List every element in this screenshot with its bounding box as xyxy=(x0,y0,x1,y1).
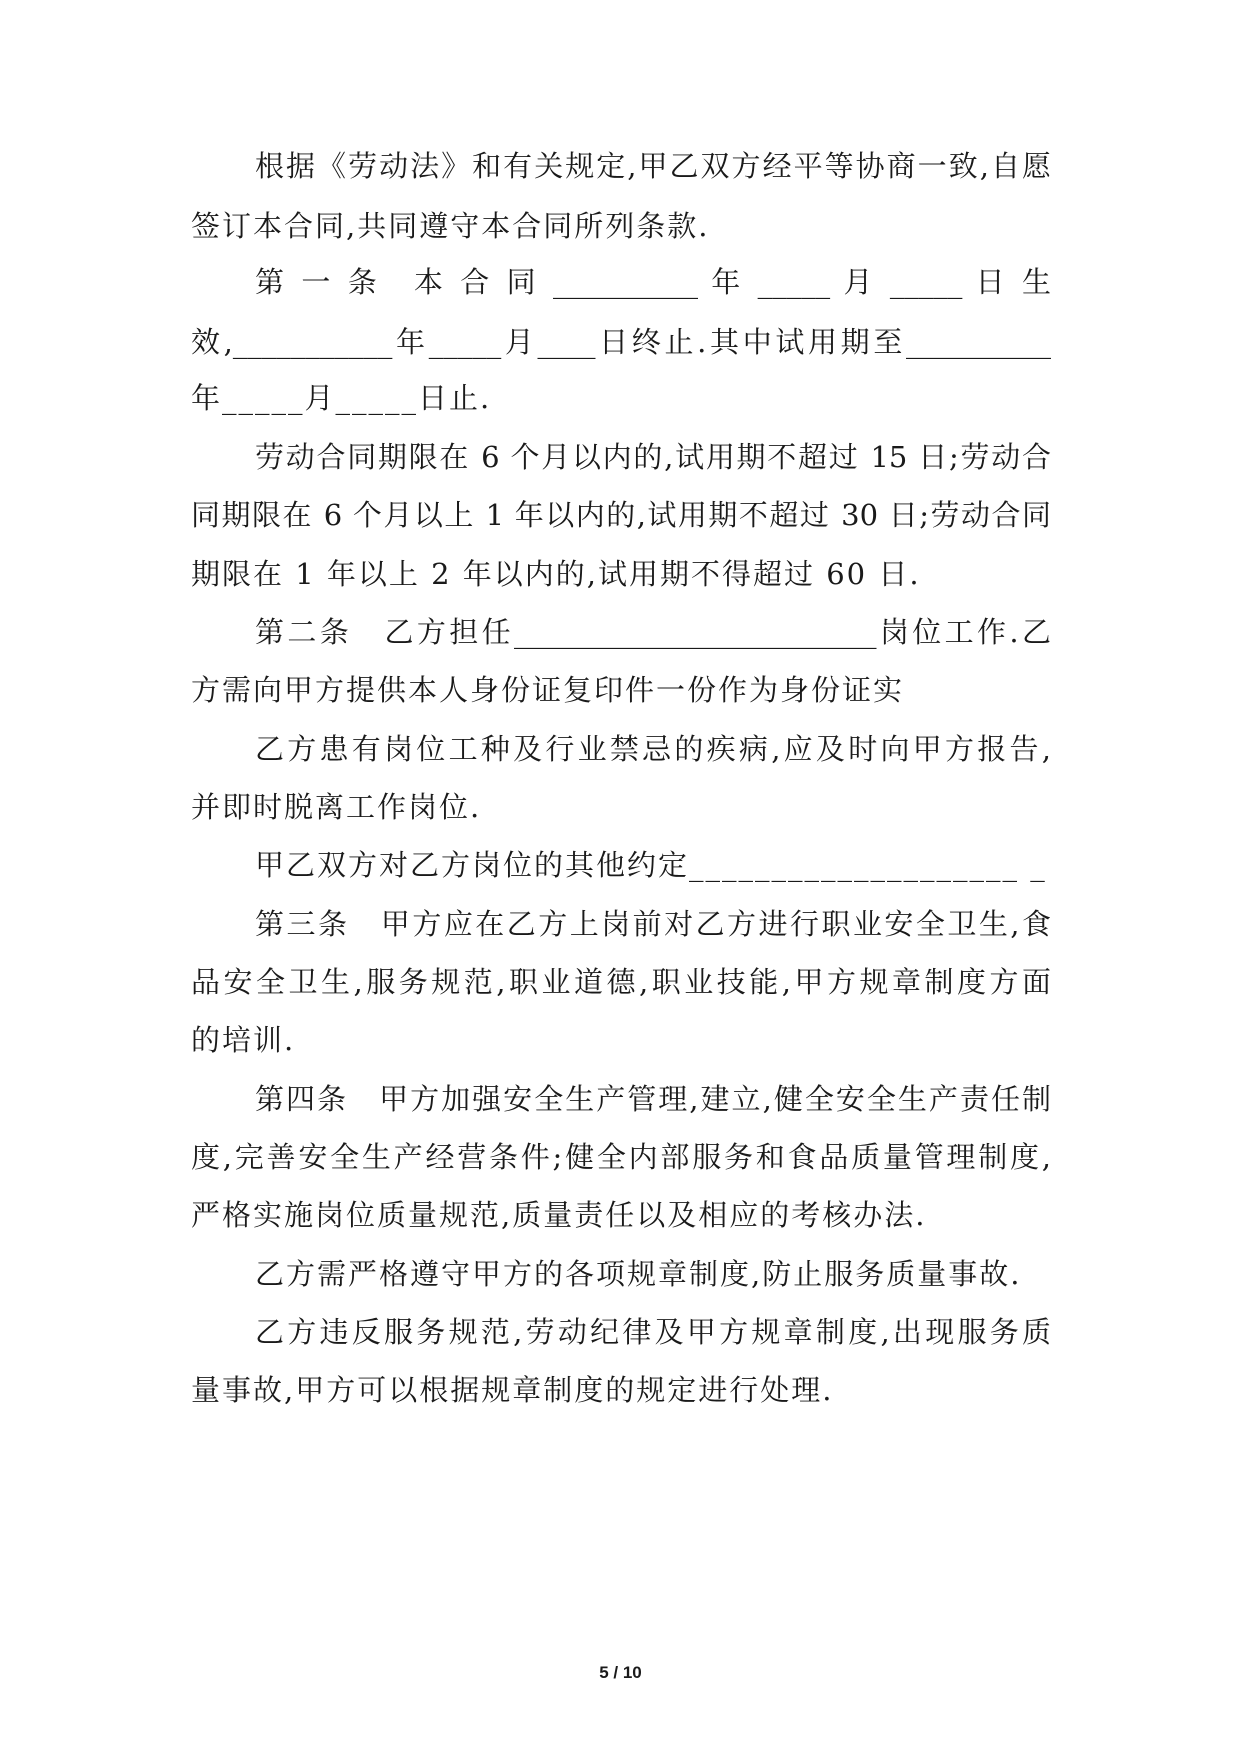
paragraph-line: 度,完善安全生产经营条件;健全内部服务和食品质量管理制度, xyxy=(191,1140,1051,1174)
paragraph-line: 的培训. xyxy=(191,1023,296,1057)
paragraph-line: 第 一 条 本 合 同 __________ 年 _____ 月 _____ 日 生 xyxy=(255,265,1051,299)
paragraph-line: 劳动合同期限在 6 个月以内的,试用期不超过 15 日;劳动合 xyxy=(255,440,1051,474)
paragraph-line: 乙方违反服务规范,劳动纪律及甲方规章制度,出现服务质 xyxy=(255,1315,1051,1349)
page-number: 5 / 10 xyxy=(599,1663,642,1682)
paragraph-line: 第二条 乙方担任_________________________岗位工作.乙 xyxy=(255,615,1051,649)
paragraph-line: 乙方需严格遵守甲方的各项规章制度,防止服务质量事故. xyxy=(255,1257,1022,1291)
paragraph-line: 甲乙双方对乙方岗位的其他约定____________________ _ xyxy=(255,848,1047,882)
paragraph-line: 第四条 甲方加强安全生产管理,建立,健全安全生产责任制 xyxy=(255,1082,1051,1116)
paragraph-line: 期限在 1 年以上 2 年以内的,试用期不得超过 60 日. xyxy=(191,557,921,591)
paragraph-line: 并即时脱离工作岗位. xyxy=(191,790,482,824)
paragraph-line: 量事故,甲方可以根据规章制度的规定进行处理. xyxy=(191,1373,834,1407)
paragraph-line: 第三条 甲方应在乙方上岗前对乙方进行职业安全卫生,食 xyxy=(255,907,1051,941)
paragraph-line: 方需向甲方提供本人身份证复印件一份作为身份证实 xyxy=(191,673,905,707)
paragraph-line: 乙方患有岗位工种及行业禁忌的疾病,应及时向甲方报告, xyxy=(255,732,1051,766)
paragraph-line: 根据《劳动法》和有关规定,甲乙双方经平等协商一致,自愿 xyxy=(255,149,1051,183)
paragraph-line: 严格实施岗位质量规范,质量责任以及相应的考核办法. xyxy=(191,1198,927,1232)
paragraph-line: 签订本合同,共同遵守本合同所列条款. xyxy=(191,209,710,243)
paragraph-line: 效,___________年_____月____日终止.其中试用期至__________ xyxy=(191,325,1051,359)
paragraph-line: 年_____月_____日止. xyxy=(191,381,492,415)
paragraph-line: 品安全卫生,服务规范,职业道德,职业技能,甲方规章制度方面 xyxy=(191,965,1051,999)
paragraph-line: 同期限在 6 个月以上 1 年以内的,试用期不超过 30 日;劳动合同 xyxy=(191,498,1051,532)
